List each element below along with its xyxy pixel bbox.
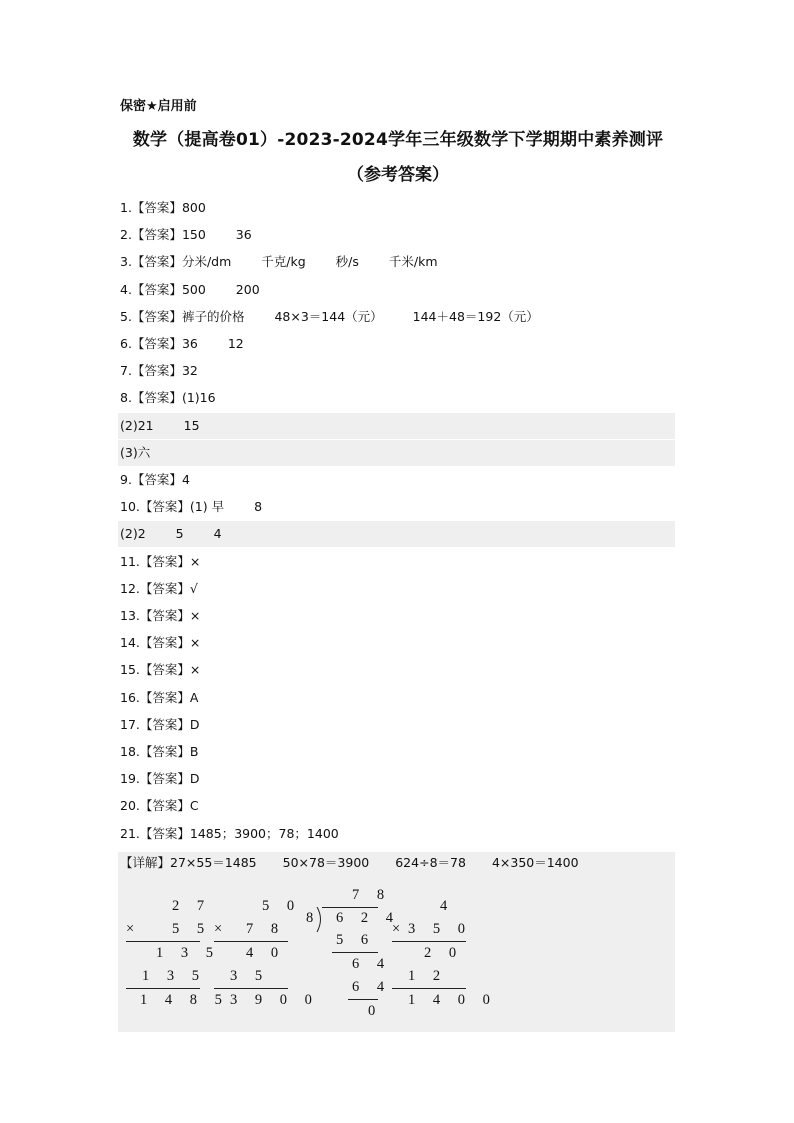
- answer-number: 10.【答案】: [120, 499, 190, 515]
- answer-row: [118, 222, 675, 248]
- answer-value: ×: [189, 608, 201, 623]
- calc-sign: ×: [126, 921, 142, 937]
- answer-row: [118, 413, 675, 439]
- answer-value: (1) 早: [189, 499, 225, 515]
- detail-equation: 50×78＝3900: [282, 855, 370, 870]
- answer-value: 分米/dm: [181, 254, 232, 270]
- answer-number: 19.【答案】: [120, 771, 190, 787]
- answer-row: [118, 576, 675, 602]
- answer-value: 千克/kg: [261, 254, 306, 270]
- answer-row: [118, 630, 675, 656]
- answer-row: [118, 331, 675, 357]
- answer-value: D: [189, 716, 200, 732]
- calc-operand: 5 5: [172, 921, 212, 937]
- answer-number: 7.【答案】: [120, 363, 182, 379]
- answer-row: [118, 521, 675, 547]
- answer-value: 8: [254, 499, 263, 515]
- calc-operand: 5 0: [262, 898, 302, 914]
- answer-value: (3)六: [120, 444, 151, 460]
- answer-value: (2)21: [120, 417, 154, 433]
- answer-row: [118, 249, 675, 275]
- calc-subtract: 6 4: [352, 979, 392, 995]
- answer-value: B: [189, 744, 199, 759]
- answer-number: 4.【答案】: [120, 281, 182, 297]
- answer-value: 32: [181, 363, 198, 379]
- answer-number: 17.【答案】: [120, 716, 190, 732]
- answer-number: 12.【答案】: [120, 580, 190, 596]
- detail-equation: 27×55＝1485: [170, 855, 257, 870]
- detail-equation: 4×350＝1400: [491, 855, 579, 870]
- answer-value: 800: [181, 200, 206, 215]
- answer-number: 8.【答案】: [120, 390, 182, 406]
- answer-value: 15: [183, 417, 200, 433]
- answer-row: [118, 358, 675, 384]
- answer-number: 5.【答案】: [120, 308, 182, 324]
- answer-value: 36: [235, 227, 252, 243]
- answer-row: [118, 195, 675, 221]
- answer-value: 36: [181, 336, 198, 351]
- calc-remainder-step: 6 4: [352, 956, 392, 972]
- answer-number: 6.【答案】: [120, 336, 182, 351]
- answer-value: 500: [181, 281, 206, 297]
- detail-equation: 624÷8＝78: [395, 855, 466, 870]
- answer-row: [118, 603, 675, 629]
- detail-section: [118, 852, 675, 1032]
- answer-row: [118, 304, 675, 330]
- answer-row: [118, 821, 675, 847]
- answer-value: D: [189, 771, 200, 787]
- confidential-label: 保密★启用前: [120, 99, 197, 114]
- answer-row: [118, 739, 675, 765]
- calc-partial: 1 2: [408, 968, 448, 984]
- answer-value: 12: [227, 336, 244, 351]
- answer-value: (1)16: [181, 390, 216, 406]
- answer-number: 2.【答案】: [120, 227, 182, 243]
- calc-sign: ×: [392, 921, 408, 937]
- calc-partial: 2 0: [424, 945, 464, 961]
- calc-operand: 7 8: [246, 921, 286, 937]
- answer-number: 3.【答案】: [120, 254, 182, 270]
- calc-dividend: 6 2 4: [336, 910, 400, 926]
- division-bracket: [316, 907, 326, 933]
- calc-partial: 4 0: [246, 945, 286, 961]
- calc-operand: 3 5 0: [408, 921, 472, 937]
- answer-value: 144＋48＝192（元）: [412, 308, 539, 324]
- answer-value: 5: [175, 526, 184, 542]
- answer-number: 21.【答案】: [120, 825, 190, 841]
- calc-quotient: 7 8: [352, 887, 392, 903]
- answer-number: 16.【答案】: [120, 689, 190, 705]
- answer-row: [118, 685, 675, 711]
- calc-result: 1 4 8 5: [140, 992, 229, 1008]
- calc-remainder: 0: [368, 1003, 383, 1019]
- answer-number: 13.【答案】: [120, 608, 190, 623]
- answer-row: [118, 712, 675, 738]
- answer-row: [118, 440, 675, 466]
- document-title: 数学（提高卷01）-2023-2024学年三年级数学下学期期中素养测评: [132, 130, 664, 150]
- answer-row: [118, 277, 675, 303]
- answer-value: ×: [189, 635, 201, 651]
- answer-value: (2)2: [120, 526, 146, 542]
- calc-operand: 2 7: [172, 898, 212, 914]
- answer-row: [118, 494, 675, 520]
- answer-number: 20.【答案】: [120, 798, 190, 814]
- calc-operand: 4: [440, 898, 455, 914]
- answer-row: [118, 766, 675, 792]
- answer-number: 9.【答案】: [120, 472, 182, 487]
- answer-row: [118, 549, 675, 575]
- calc-partial: 3 5: [230, 968, 270, 984]
- answer-value: 千米/km: [388, 254, 438, 270]
- detail-label: 【详解】: [120, 855, 171, 870]
- answer-row: [118, 657, 675, 683]
- answer-number: 18.【答案】: [120, 744, 190, 759]
- answer-row: [118, 467, 675, 493]
- calc-sign: ×: [214, 921, 230, 937]
- answer-value: 48×3＝144（元）: [274, 308, 383, 324]
- document-subtitle: （参考答案）: [347, 165, 449, 185]
- answer-row: [118, 385, 675, 411]
- answer-value: A: [189, 689, 199, 705]
- detail-equations: [120, 852, 579, 874]
- answer-value: C: [189, 798, 199, 814]
- answer-value: ×: [189, 553, 201, 569]
- answer-number: 11.【答案】: [120, 553, 190, 569]
- answer-value: 裤子的价格: [181, 308, 245, 324]
- answer-value: 150: [181, 227, 206, 243]
- answer-value: ×: [189, 662, 201, 678]
- answer-value: √: [189, 580, 198, 596]
- answer-number: 1.【答案】: [120, 200, 182, 215]
- calc-result: 1 4 0 0: [408, 992, 497, 1008]
- answer-value: 秒/s: [335, 254, 359, 270]
- answer-value: 200: [235, 281, 260, 297]
- calc-partial: 1 3 5: [142, 968, 206, 984]
- calc-partial: 1 3 5: [156, 945, 220, 961]
- calc-subtract: 5 6: [336, 932, 376, 948]
- answer-value: 1485；3900；78；1400: [189, 825, 339, 841]
- calc-result: 3 9 0 0: [230, 992, 319, 1008]
- calc-divisor: 8: [306, 910, 321, 926]
- answer-number: 15.【答案】: [120, 662, 190, 678]
- answer-number: 14.【答案】: [120, 635, 190, 651]
- answer-value: 4: [213, 526, 222, 542]
- answer-row: [118, 793, 675, 819]
- answer-value: 4: [181, 472, 190, 487]
